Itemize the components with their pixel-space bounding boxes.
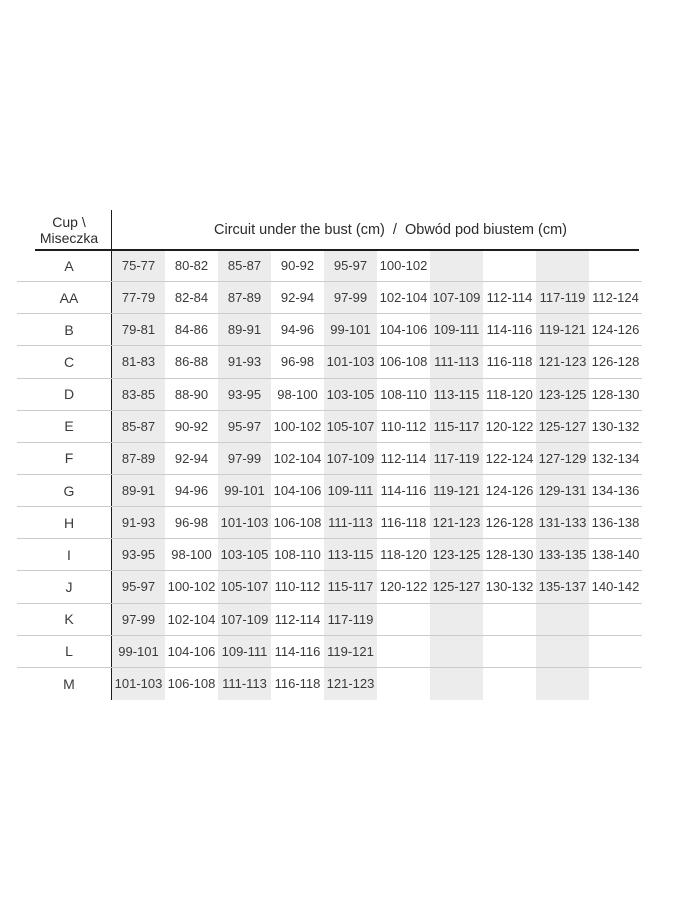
range-cell: 82-84 [174,290,209,306]
range-cell: 97-99 [112,604,165,635]
range-cell: 112-114 [486,290,533,306]
range-cell: 86-88 [174,354,209,370]
range-cell: 93-95 [112,539,165,570]
range-cell: 103-105 [218,539,271,570]
range-cell: 114-116 [380,483,427,499]
table-row [17,539,642,571]
range-cell: 98-100 [277,386,318,402]
range-cell: 116-118 [274,676,321,692]
range-cell: 107-109 [324,443,377,474]
range-cell: 111-113 [430,346,483,377]
range-cell: 124-126 [485,483,534,499]
range-cell: 108-110 [380,386,427,402]
range-cell: 101-103 [218,507,271,538]
range-cell: 87-89 [112,443,165,474]
range-cell: 109-111 [218,636,271,667]
range-cell: 100-102 [167,579,216,595]
range-cell: 92-94 [280,290,315,306]
cup-label: I [17,539,112,570]
range-cell [483,668,536,700]
range-cell: 114-116 [274,643,321,659]
range-cell: 132-134 [591,450,640,466]
range-cell [536,250,589,281]
range-cell: 134-136 [591,483,640,499]
range-cell: 121-123 [324,668,377,700]
range-cell: 135-137 [536,571,589,602]
range-cell: 112-124 [592,290,639,306]
range-cell: 85-87 [218,250,271,281]
range-cell: 112-114 [380,450,427,466]
range-cell: 99-101 [218,475,271,506]
cup-label: H [17,507,112,538]
range-cell: 100-102 [379,258,428,274]
cup-label: C [17,346,112,377]
range-cell: 128-130 [485,547,534,563]
range-cell: 119-121 [536,314,589,345]
corner-header-line2: Miseczka [39,230,99,246]
range-cell [483,636,536,667]
corner-header [17,210,112,250]
corner-header-line1: Cup \ [52,214,86,230]
range-cell: 96-98 [280,354,315,370]
range-cell: 104-106 [167,643,216,659]
range-cell: 130-132 [591,418,640,434]
header-divider-line [35,249,639,251]
range-cell: 109-111 [324,475,377,506]
cup-label: E [17,411,112,442]
range-cell: 104-106 [273,483,322,499]
range-cell [377,668,430,700]
size-table-body [17,250,642,700]
range-cell [430,250,483,281]
range-cell [536,636,589,667]
table-row [17,443,642,475]
table-row [17,314,642,346]
range-cell: 116-118 [380,515,427,531]
table-row [17,250,642,282]
range-cell: 95-97 [324,250,377,281]
range-cell: 113-115 [324,539,377,570]
range-cell [483,250,536,281]
range-cell: 119-121 [430,475,483,506]
range-cell: 90-92 [280,258,315,274]
range-cell [589,668,642,700]
range-cell: 98-100 [171,547,212,563]
range-cell: 96-98 [174,515,209,531]
cup-label: AA [17,282,112,313]
range-cell: 107-109 [430,282,483,313]
cup-label: K [17,604,112,635]
range-cell [536,604,589,635]
range-cell: 110-112 [274,579,321,595]
range-cell: 87-89 [218,282,271,313]
range-cell [589,250,642,281]
range-cell: 102-104 [167,611,216,627]
bust-circumference-header: Circuit under the bust (cm) / Obwód pod biustem (cm) [214,222,567,238]
table-row [17,475,642,507]
range-cell: 111-113 [218,668,271,700]
range-cell: 91-93 [112,507,165,538]
range-cell: 122-124 [485,450,534,466]
range-cell: 117-119 [324,604,377,635]
range-cell: 85-87 [112,411,165,442]
range-cell: 117-119 [430,443,483,474]
range-cell: 75-77 [112,250,165,281]
range-cell: 114-116 [486,322,533,338]
range-cell: 81-83 [112,346,165,377]
range-cell: 95-97 [112,571,165,602]
range-cell: 140-142 [591,579,640,595]
range-cell: 94-96 [280,322,315,338]
range-cell: 130-132 [485,579,534,595]
range-cell: 113-115 [430,379,483,410]
range-cell: 136-138 [591,515,640,531]
cup-label: M [17,668,112,700]
cup-label: B [17,314,112,345]
range-cell: 121-123 [536,346,589,377]
range-cell: 128-130 [591,386,640,402]
table-row [17,668,642,700]
range-cell: 138-140 [591,547,640,563]
range-cell: 103-105 [324,379,377,410]
cup-label: D [17,379,112,410]
range-cell: 120-122 [379,579,428,595]
cup-label: J [17,571,112,602]
table-row [17,571,642,603]
cup-label: G [17,475,112,506]
range-cell: 100-102 [273,418,322,434]
range-cell: 126-128 [591,354,640,370]
table-row [17,507,642,539]
range-cell: 112-114 [274,611,321,627]
range-cell: 94-96 [174,483,209,499]
range-cell: 104-106 [379,322,428,338]
range-cell: 125-127 [536,411,589,442]
range-cell: 105-107 [324,411,377,442]
range-cell: 79-81 [112,314,165,345]
cup-label: F [17,443,112,474]
range-cell: 111-113 [324,507,377,538]
range-cell: 127-129 [536,443,589,474]
range-cell: 107-109 [218,604,271,635]
range-cell: 106-108 [379,354,428,370]
range-cell: 106-108 [273,515,322,531]
table-row [17,282,642,314]
range-cell [430,668,483,700]
range-cell: 108-110 [274,547,321,563]
range-cell: 121-123 [430,507,483,538]
range-cell: 91-93 [218,346,271,377]
range-cell: 92-94 [174,450,209,466]
range-cell: 99-101 [324,314,377,345]
range-cell: 118-120 [486,386,533,402]
table-row [17,636,642,668]
range-cell: 93-95 [218,379,271,410]
range-cell [430,636,483,667]
range-cell [483,604,536,635]
cup-label: A [17,250,112,281]
range-cell: 120-122 [485,418,534,434]
range-cell: 83-85 [112,379,165,410]
range-cell: 123-125 [536,379,589,410]
range-cell [377,604,430,635]
range-cell: 116-118 [486,354,533,370]
range-cell: 105-107 [218,571,271,602]
range-cell [589,604,642,635]
range-cell: 102-104 [379,290,428,306]
range-cell [430,604,483,635]
range-cell: 119-121 [324,636,377,667]
range-cell: 102-104 [273,450,322,466]
range-cell [536,668,589,700]
range-cell: 95-97 [218,411,271,442]
range-cell: 99-101 [112,636,165,667]
range-cell: 118-120 [380,547,427,563]
range-cell: 129-131 [536,475,589,506]
range-cell: 115-117 [324,571,377,602]
range-cell [377,636,430,667]
range-cell: 97-99 [324,282,377,313]
range-cell: 84-86 [174,322,209,338]
range-cell: 124-126 [591,322,640,338]
range-cell: 123-125 [430,539,483,570]
size-chart-table [17,210,642,700]
range-cell: 126-128 [485,515,534,531]
table-header [17,210,642,250]
range-cell: 90-92 [174,418,209,434]
range-cell: 117-119 [536,282,589,313]
range-cell: 131-133 [536,507,589,538]
range-cell: 109-111 [430,314,483,345]
range-cell: 89-91 [112,475,165,506]
range-cell: 97-99 [218,443,271,474]
range-cell: 110-112 [380,418,427,434]
range-cell: 80-82 [174,258,209,274]
table-row [17,411,642,443]
range-cell: 133-135 [536,539,589,570]
table-row [17,379,642,411]
table-row [17,604,642,636]
range-cell: 106-108 [167,676,216,692]
range-cell: 77-79 [112,282,165,313]
range-cell: 88-90 [174,386,209,402]
cup-label: L [17,636,112,667]
range-cell [589,636,642,667]
range-cell: 101-103 [324,346,377,377]
range-cell: 101-103 [112,668,165,700]
range-cell: 89-91 [218,314,271,345]
table-row [17,346,642,378]
range-cell: 115-117 [430,411,483,442]
range-cell: 125-127 [430,571,483,602]
